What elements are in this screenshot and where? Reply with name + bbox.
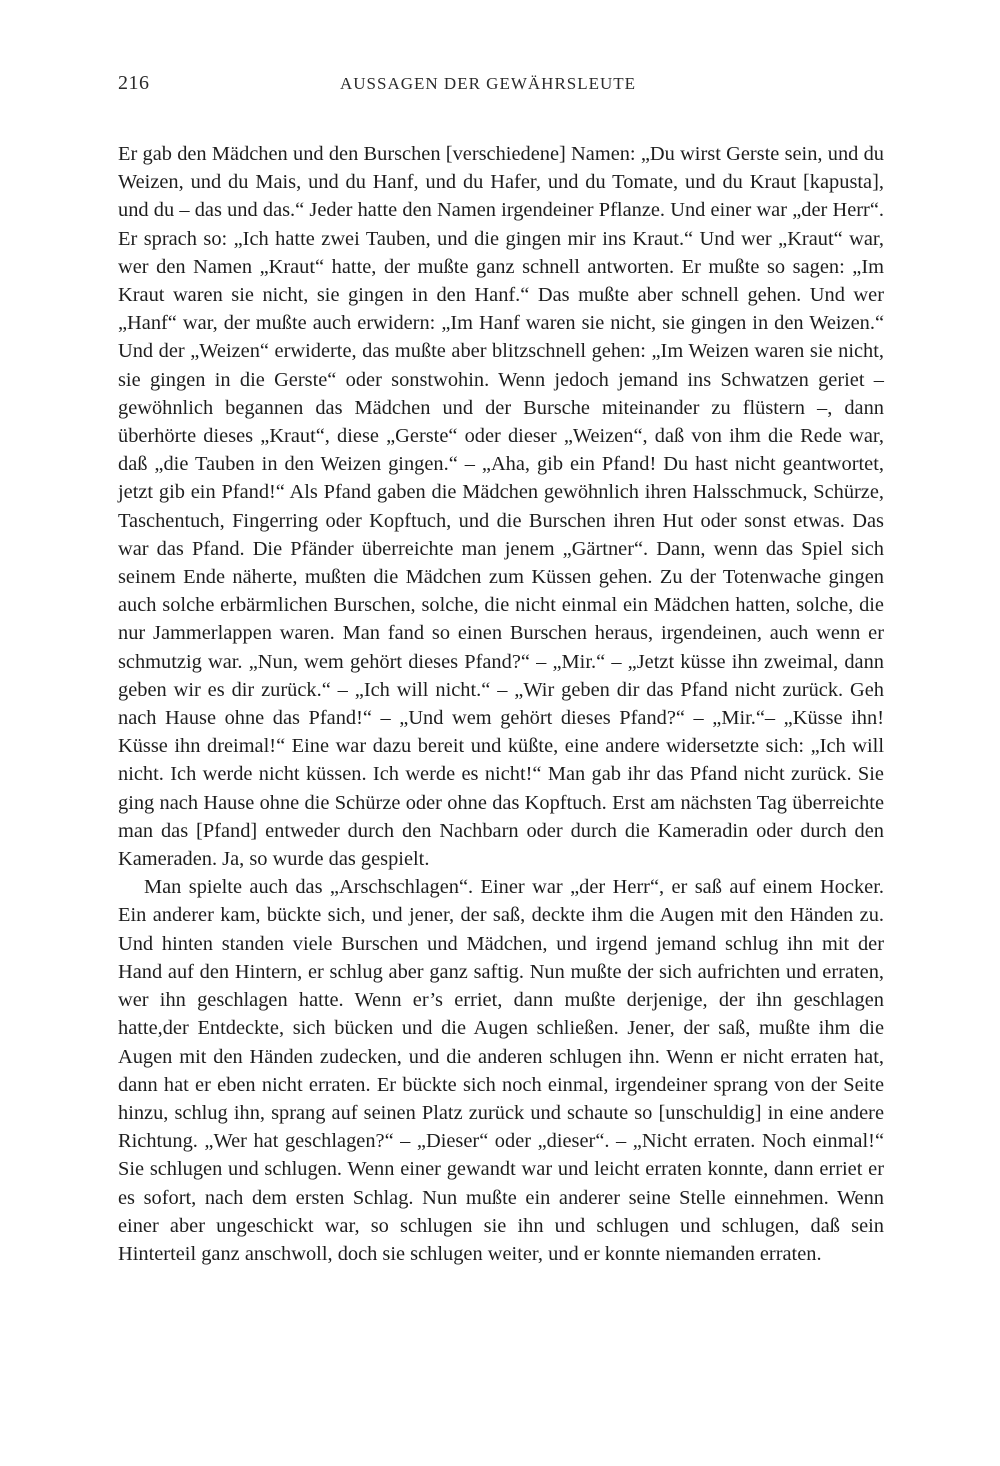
running-head: AUSSAGEN DER GEWÄHRSLEUTE [340,74,637,93]
page-number: 216 [118,72,150,94]
paragraph-2: Man spielte auch das „Arschschlagen“. Einer war „der Herr“, er saß auf einem Hocker. Ein anderer kam, bückte sich, und jener, der saß, deckte ihm die Augen mit den Händen zu. Und hinten standen viele Burschen und Mädchen, und irgend jemand schlug ihn mit der Hand auf den Hintern, er schlug aber ganz saftig. Nun mußte der sich aufrichten und erraten, wer ihn geschlagen hatte. Wenn er’s erriet, dann mußte derjenige, der ihn geschlagen hatte,der Entdeckte, sich bücken und die Augen schließen. Jener, der saß, mußte ihm die Augen mit den Händen zudecken, und die anderen schlugen ihn. Wenn er nicht erraten hat, dann hat er eben nicht erraten. Er bückte sich noch einmal, irgendeiner sprang von der Seite hinzu, schlug ihn, sprang auf seinen Platz zurück und schaute so [unschuldig] in eine andere Richtung. „Wer hat geschlagen?“ – „Dieser“ oder „dieser“. – „Nicht erraten. Noch einmal!“ Sie schlugen und schlugen. Wenn einer gewandt war und leicht erraten konnte, dann erriet er es sofort, nach dem ersten Schlag. Nun mußte ein anderer seine Stelle einnehmen. Wenn einer aber ungeschickt war, so schlugen sie ihn und schlugen und schlugen, daß sein Hinterteil ganz anschwoll, doch sie schlugen weiter, und er konnte niemanden erraten. [118,876,884,1265]
paragraph-1: Er gab den Mädchen und den Burschen [verschiedene] Namen: „Du wirst Gerste sein, und du Weizen, und du Mais, und du Hanf, und du Hafer, und du Tomate, und du Kraut [kapusta], und du – das und das.“ Jeder hatte den Namen irgendeiner Pflanze. Und einer war „der Herr“. Er sprach so: „Ich hatte zwei Tauben, und die gingen mir ins Kraut.“ Und wer „Kraut“ war, wer den Namen „Kraut“ hatte, der mußte ganz schnell antworten. Er mußte so sagen: „Im Kraut waren sie nicht, sie gingen in den Hanf.“ Das mußte aber schnell gehen. Und wer „Hanf“ war, der mußte auch erwidern: „Im Hanf waren sie nicht, sie gingen in den Weizen.“ Und der „Weizen“ erwiderte, das mußte aber blitzschnell gehen: „Im Weizen waren sie nicht, sie gingen in die Gerste“ oder sonstwohin. Wenn jedoch jemand ins Schwatzen geriet – gewöhnlich begannen das Mädchen und der Bursche miteinander zu flüstern –, dann überhörte dieses „Kraut“, diese „Gerste“ oder dieser „Weizen“, daß von ihm die Rede war, daß „die Tauben in den Weizen gingen.“ – „Aha, gib ein Pfand! Du hast nicht geantwortet, jetzt gib ein Pfand!“ Als Pfand gaben die Mädchen gewöhnlich ihren Halsschmuck, Schürze, Taschentuch, Fingerring oder Kopftuch, und die Burschen ihren Hut oder sonst etwas. Das war das Pfand. Die Pfänder überreichte man jenem „Gärtner“. Dann, wenn das Spiel sich seinem Ende näherte, mußten die Mädchen zum Küssen gehen. Zu der Totenwache gingen auch solche erbärmlichen Burschen, solche, die nicht einmal ein Mädchen hatten, solche, die nur Jammerlappen waren. Man fand so einen Burschen heraus, irgendeinen, auch wenn er schmutzig war. „Nun, wem gehört dieses Pfand?“ – „Mir.“ – „Jetzt küsse ihn zweimal, dann geben wir es dir zurück.“ – „Ich will nicht.“ – „Wir geben dir das Pfand nicht zurück. Geh nach Hause ohne das Pfand!“ – „Und wem gehört dieses Pfand?“ – „Mir.“– „Küsse ihn! Küsse ihn dreimal!“ Eine war dazu bereit und küßte, eine andere widersetzte sich: „Ich will nicht. Ich werde nicht küssen. Ich werde es nicht!“ Man gab ihr das Pfand nicht zurück. Sie ging nach Hause ohne die Schürze oder ohne das Kopftuch. Erst am nächsten Tag überreichte man das [Pfand] entweder durch den Nachbarn oder durch die Kameradin oder durch den Kameraden. Ja, so wurde das gespielt. [118,143,884,871]
body-text [118,140,884,1268]
page-header [118,72,884,102]
